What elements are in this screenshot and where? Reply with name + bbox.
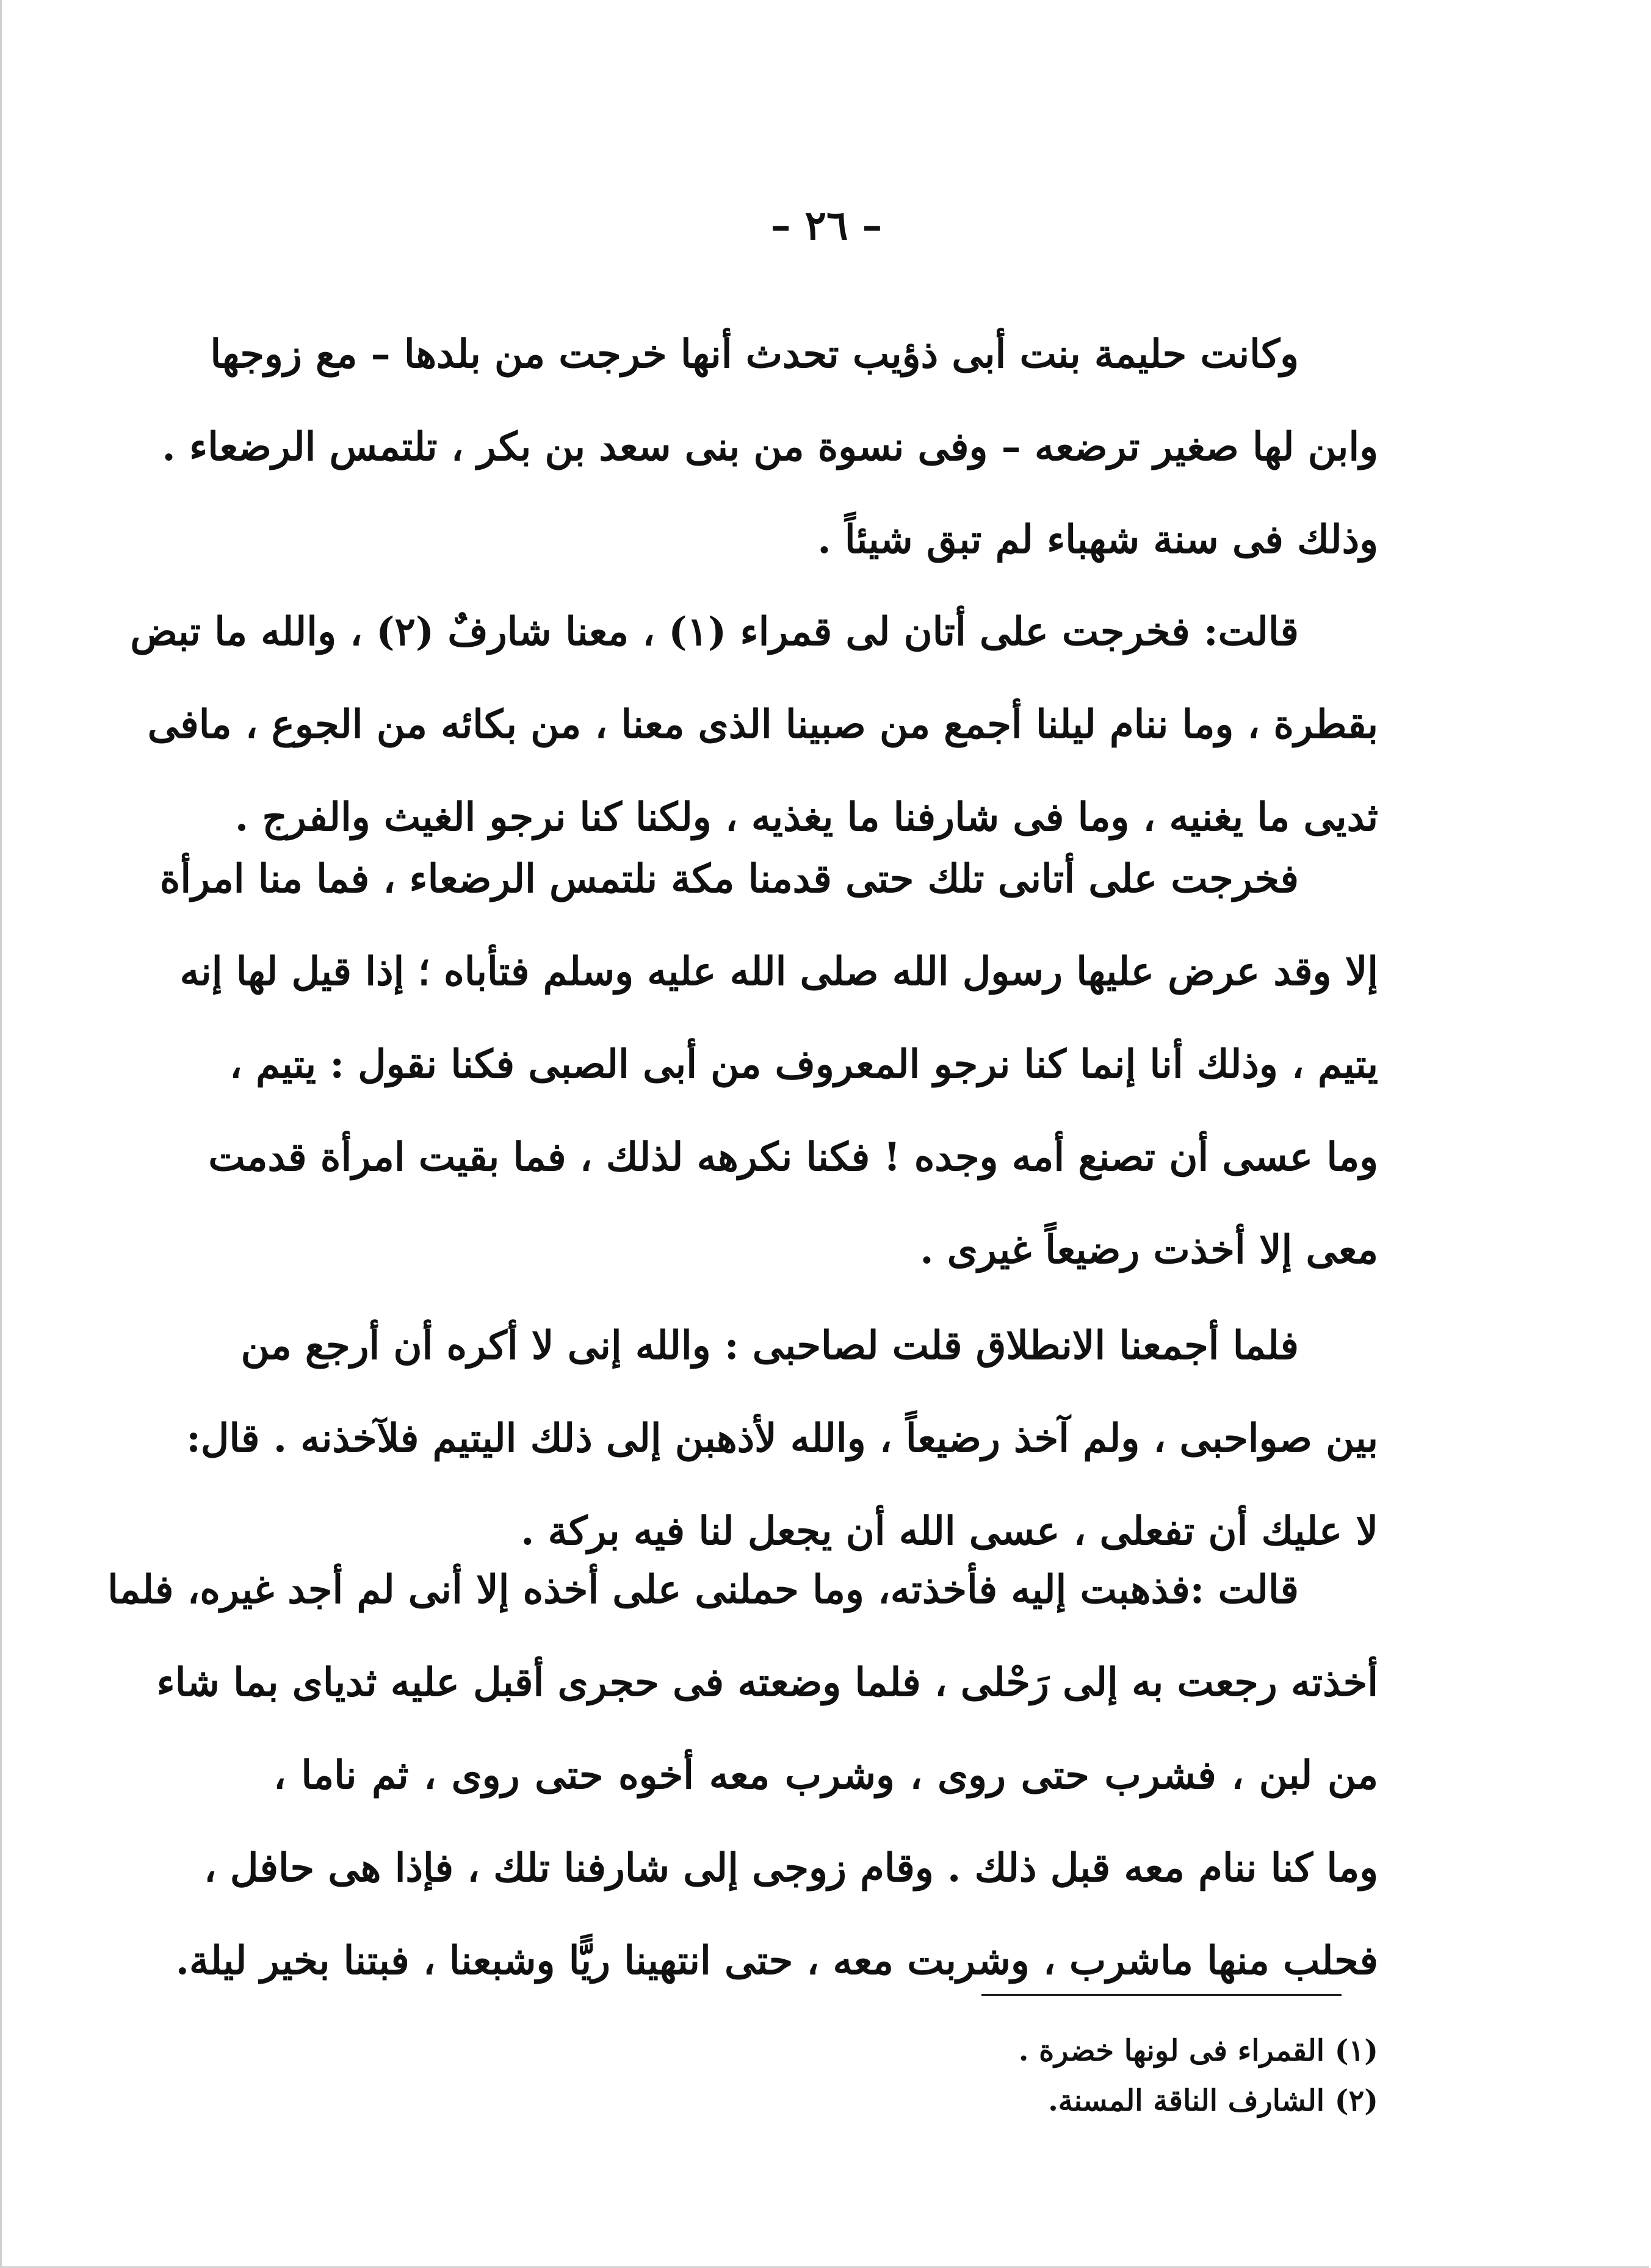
text-line: وكانت حليمة بنت أبى ذؤيب تحدث أنها خرجت من بلدها – مع زوجها [210,331,1299,377]
paragraph [107,1544,1378,2007]
text-line: لا عليك أن تفعلى ، عسى الله أن يجعل لنا فيه بركة . [521,1508,1378,1554]
text-line: وذلك فى سنة شهباء لم تبق شيئاً . [817,517,1378,563]
text-line: إلا وقد عرض عليها رسول الله صلى الله عليه وسلم فتأباه ؛ إذا قيل لها إنه [179,949,1378,995]
text-line: وابن لها صغير ترضعه – وفى نسوة من بنى سعد بن بكر ، تلتمس الرضعاء . [162,424,1378,470]
text-line: فخرجت على أتانى تلك حتى قدمنا مكة نلتمس الرضعاء ، فما منا امرأة [159,856,1299,902]
text-line: معى إلا أخذت رضيعاً غيرى . [920,1227,1378,1273]
paragraph [130,586,1378,864]
text-line: وما كنا ننام معه قبل ذلك . وقام زوجى إلى شارفنا تلك ، فإذا هى حافل ، [203,1845,1378,1891]
text-line: فحلب منها ماشرب ، وشربت معه ، حتى انتهينا ريًّا وشبعنا ، فبتنا بخير ليلة. [175,1938,1378,1984]
footnote-divider [981,1994,1342,1996]
paragraph [186,1300,1378,1578]
text-line: يتيم ، وذلك أنا إنما كنا نرجو المعروف من أبى الصبى فكنا نقول : يتيم ، [229,1042,1378,1087]
text-line: بين صواحبى ، ولم آخذ رضيعاً ، والله لأذهبن إلى ذلك اليتيم فلآخذنه . قال: [186,1416,1378,1461]
footnote: (٢) الشارف الناقة المسنة. [1048,2084,1378,2118]
page-number: – ٢٦ – [770,201,883,249]
text-line: وما عسى أن تصنع أمه وجده ! فكنا نكرهه لذلك ، فما بقيت امرأة قدمت [208,1134,1378,1180]
text-line: من لبن ، فشرب حتى روى ، وشرب معه أخوه حتى روى ، ثم ناما ، [273,1752,1378,1798]
footnote: (١) القمراء فى لونها خضرة . [1018,2034,1378,2068]
text-line: أخذته رجعت به إلى رَحْلى ، فلما وضعته فى حجرى أقبل عليه ثدياى بما شاء [156,1660,1378,1705]
text-line: بقطرة ، وما ننام ليلنا أجمع من صبينا الذى معنا ، من بكائه من الجوع ، مافى [147,702,1378,747]
paragraph [159,833,1378,1297]
text-line: ثديى ما يغنيه ، وما فى شارفنا ما يغذيه ، ولكنا كنا نرجو الغيث والفرج . [234,794,1378,840]
text-line: قالت :فذهبت إليه فأخذته، وما حملنى على أخذه إلا أنى لم أجد غيره، فلما [107,1567,1299,1613]
paragraph [162,308,1378,586]
text-line: قالت: فخرجت على أتان لى قمراء (١) ، معنا شارفٌ (٢) ، والله ما تبض [130,609,1299,655]
text-line: فلما أجمعنا الانطلاق قلت لصاحبى : والله إنى لا أكره أن أرجع من [240,1323,1299,1369]
footnotes [273,2026,1378,2126]
